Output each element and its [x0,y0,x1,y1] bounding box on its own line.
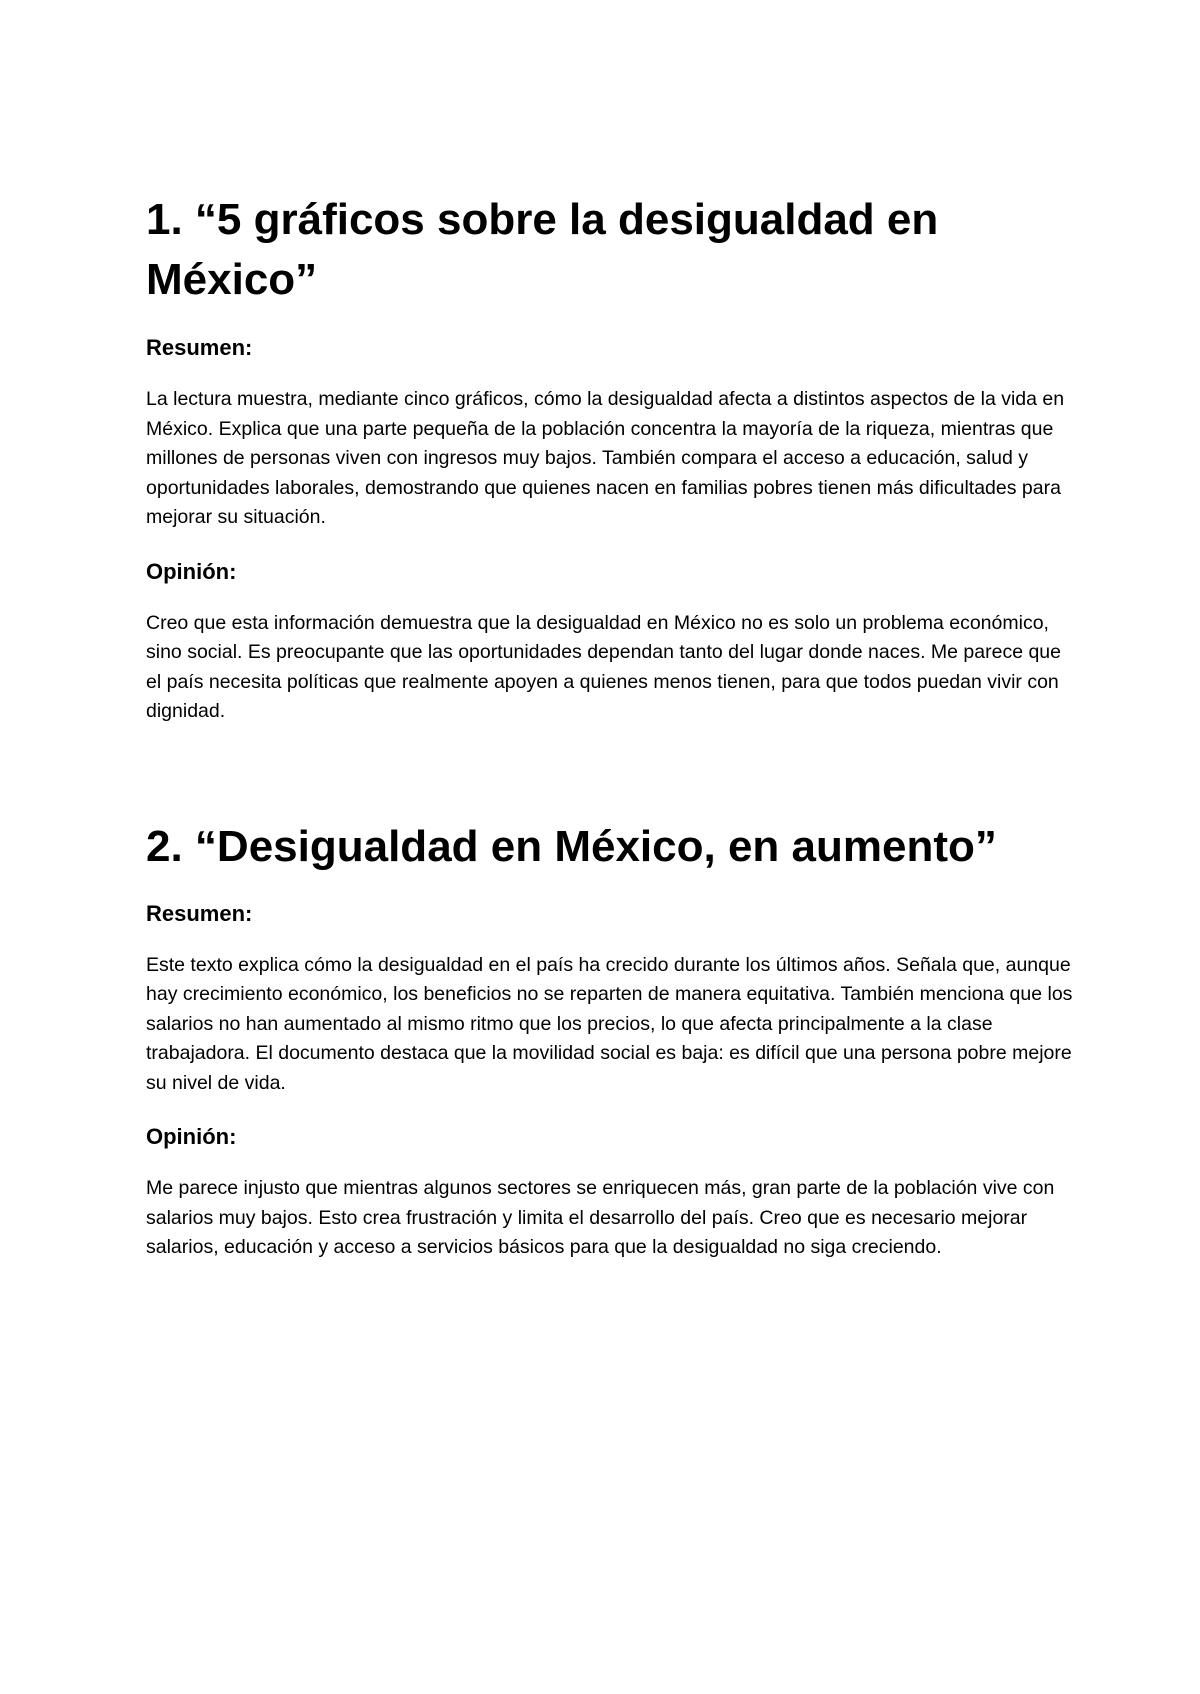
resumen-paragraph: La lectura muestra, mediante cinco gráficos, cómo la desigualdad afecta a distintos aspectos de la vida en México. Explica que una parte pequeña de la población concentra la mayoría de la riqueza, mientras que millones de personas viven con ingresos muy bajos. También compara el acceso a educación, salud y oportunidades laborales, demostrando que quienes nacen en familias pobres tienen más dificultades para mejorar su situación. [146,388,1065,528]
opinion-paragraph: Me parece injusto que mientras algunos sectores se enriquecen más, gran parte de la población vive con salarios muy bajos. Esto crea frustración y limita el desarrollo del país. Creo que es necesario mejorar salarios, educación y acceso a servicios básicos para que la desigualdad no siga creciendo. [146,1177,1055,1258]
section-2 [146,817,1076,1263]
section-1 [146,190,1076,727]
resumen-heading: Resumen: [146,900,253,926]
section-title: 1. “5 gráficos sobre la desigualdad en México” [146,195,939,304]
opinion-paragraph: Creo que esta información demuestra que la desigualdad en México no es solo un problema económico, sino social. Es preocupante que las oportunidades dependan tanto del lugar donde naces. Me parece que el país necesita políticas que realmente apoyen a quienes menos tienen, para que todos puedan vivir con dignidad. [146,611,1061,722]
section-title: 2. “Desigualdad en México, en aumento” [146,821,997,871]
document-page [146,190,1076,1263]
resumen-paragraph: Este texto explica cómo la desigualdad en el país ha crecido durante los últimos años. Señala que, aunque hay crecimiento económico, los beneficios no se reparten de manera equitativa. También menciona que los salarios no han aumentado al mismo ritmo que los precios, lo que afecta principalmente a la clase trabajadora. El documento destaca que la movilidad social es baja: es difícil que una persona pobre mejore su nivel de vida. [146,953,1073,1094]
opinion-heading: Opinión: [146,1124,237,1149]
opinion-heading: Opinión: [146,558,237,584]
resumen-heading: Resumen: [146,335,253,360]
